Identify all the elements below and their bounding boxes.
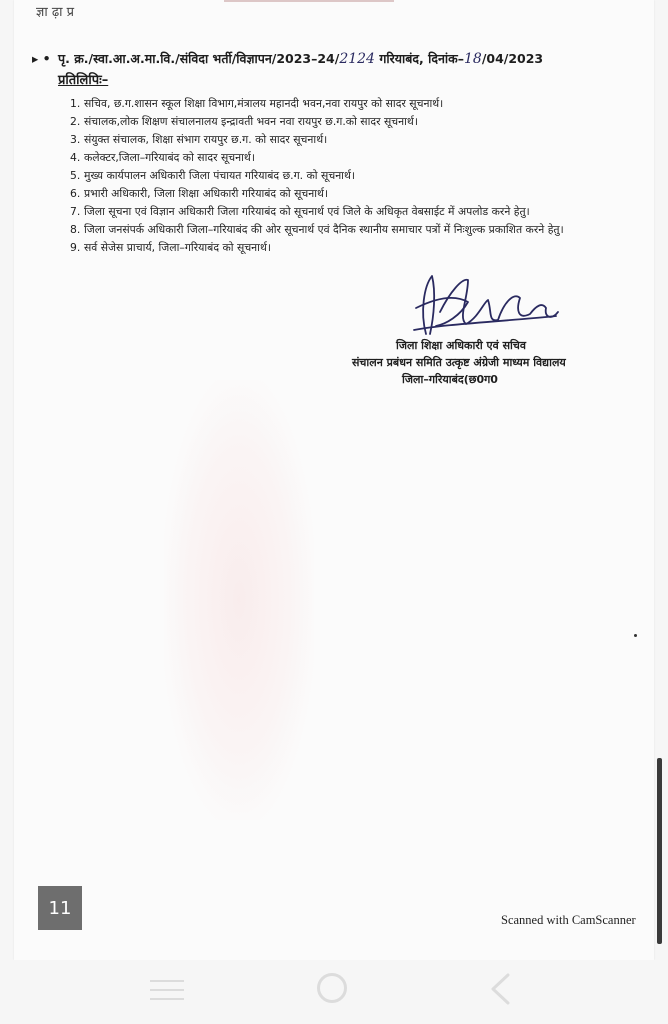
ref-place: गरियाबंद, दिनांक– [379, 51, 464, 66]
signatory-title: जिला शिक्षा अधिकारी एवं सचिव [396, 339, 526, 352]
scanner-watermark: Scanned with CamScanner [501, 913, 636, 927]
document-page [14, 0, 654, 960]
copies-list [70, 95, 630, 257]
bullet-mark: ▸ • [32, 51, 51, 66]
signatory-block [352, 337, 566, 388]
list-item: 7. जिला सूचना एवं विज्ञान अधिकारी जिला गरियाबंद को सूचनार्थ एवं जिले के अधिकृत वेबसाईट में अपलोड करने हेतु। [70, 205, 530, 218]
list-item: 1. सचिव, छ.ग.शासन स्कूल शिक्षा विभाग,मंत्रालय महानदी भवन,नवा रायपुर को सादर सूचनार्थ। [70, 97, 444, 110]
ref-number-handwritten: 2124 [339, 51, 375, 67]
copies-heading: प्रतिलिपिः– [58, 73, 109, 88]
recent-apps-icon[interactable] [150, 980, 184, 1000]
list-item: 8. जिला जनसंपर्क अधिकारी जिला–गरियाबंद की ओर सूचनार्थ एवं दैनिक स्थानीय समाचार पत्रों में निःशुल्क प्रकाशित करने हेतु। [70, 223, 564, 236]
paper-smudge [164, 380, 314, 820]
reference-line [32, 50, 632, 67]
list-item: 2. संचालक,लोक शिक्षण संचालनालय इन्द्रावती भवन नवा रायपुर छ.ग.को सादर सूचनार्थ। [70, 115, 418, 128]
signatory-committee: संचालन प्रबंधन समिति उत्कृष्ट अंग्रेजी माध्यम विद्यालय [352, 356, 566, 369]
scrollbar[interactable] [657, 758, 662, 944]
list-item: 3. संयुक्त संचालक, शिक्षा संभाग रायपुर छ.ग. को सादर सूचनार्थ। [70, 133, 328, 146]
ref-month-year: /04/2023 [481, 51, 544, 66]
home-icon[interactable] [317, 973, 347, 1003]
list-item: 9. सर्व सेजेस प्राचार्य, जिला–गरियाबंद को सूचनार्थ। [70, 241, 271, 254]
system-nav-bar [0, 960, 668, 1024]
list-item: 4. कलेक्टर,जिला–गरियाबंद को सादर सूचनार्थ। [70, 151, 255, 164]
ref-prefix: पृ. क्र./स्वा.आ.अ.मा.वि./संविदा भर्ती/विज्ञापन/2023–24/ [58, 51, 340, 66]
top-edge-mark [224, 0, 394, 2]
back-icon[interactable] [488, 972, 512, 1006]
signatory-district: जिला–गरियाबंद(छ0ग0 [402, 373, 498, 386]
ref-day-handwritten: 18 [463, 51, 482, 67]
corner-mark: ज्ञा ढ़ा प्र [36, 5, 75, 20]
list-item: 5. मुख्य कार्यपालन अधिकारी जिला पंचायत गरियाबंद छ.ग. को सूचनार्थ। [70, 169, 355, 182]
ink-dot [634, 634, 637, 637]
list-item: 6. प्रभारी अधिकारी, जिला शिक्षा अधिकारी गरियाबंद को सूचनार्थ। [70, 187, 329, 200]
page-number-badge: 11 [38, 886, 82, 930]
handwritten-signature [406, 272, 566, 342]
